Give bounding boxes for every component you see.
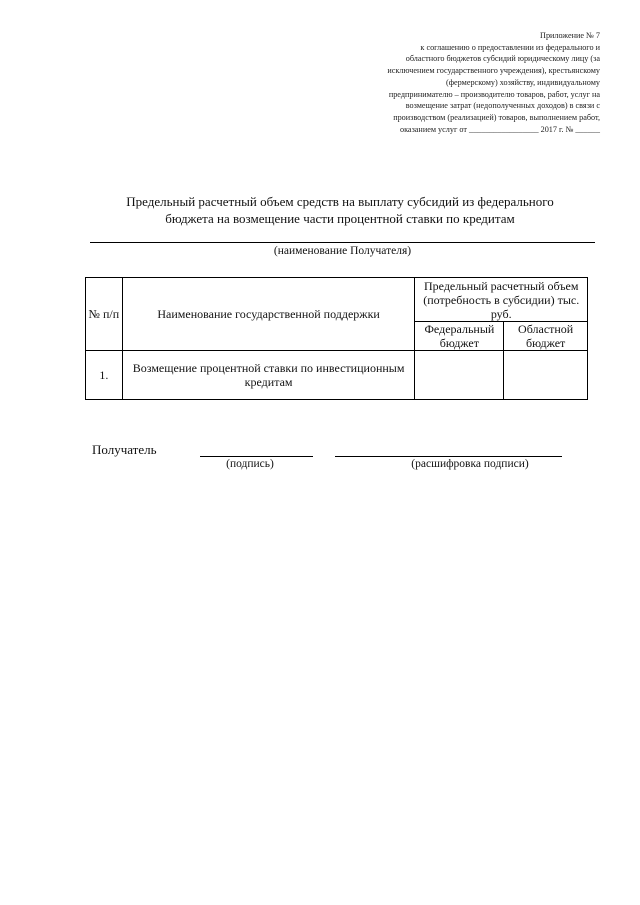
header-name: Наименование государственной поддержки bbox=[122, 278, 415, 351]
cell-num: 1. bbox=[86, 351, 123, 400]
appendix-line: оказанием услуг от _________________ 2017 г. № ______ bbox=[399, 124, 600, 134]
signature-decode-caption: (расшифровка подписи) bbox=[411, 458, 529, 470]
appendix-line: возмещение затрат (недополученных доходов) в связи с bbox=[405, 101, 600, 111]
appendix-line: к соглашению о предоставлении из федерального и bbox=[420, 42, 600, 52]
signature-caption: (подпись) bbox=[226, 458, 274, 470]
appendix-line: производством (реализацией) товаров, выполнением работ, bbox=[393, 112, 600, 122]
appendix-line: областного бюджетов субсидий юридическому лицу (за bbox=[405, 54, 600, 64]
appendix-line: (фермерскому) хозяйству, индивидуальному bbox=[446, 77, 600, 87]
appendix-line: Приложение № 7 bbox=[540, 31, 600, 40]
table-header-row bbox=[86, 278, 588, 322]
title-line-2: бюджета на возмещение части процентной ставки по кредитам bbox=[165, 211, 515, 226]
header-num: № п/п bbox=[86, 278, 123, 351]
header-federal: Федеральный бюджет bbox=[415, 322, 504, 351]
recipient-caption: (наименование Получателя) bbox=[273, 245, 412, 257]
cell-name: Возмещение процентной ставки по инвестиционным кредитам bbox=[122, 351, 415, 400]
appendix-header bbox=[320, 30, 600, 135]
signature-block bbox=[0, 442, 640, 482]
header-volume: Предельный расчетный объем (потребность в субсидии) тыс. руб. bbox=[415, 278, 588, 322]
signature-line bbox=[200, 456, 313, 457]
signature-label: Получатель bbox=[92, 442, 157, 457]
document-title bbox=[60, 193, 620, 227]
appendix-line: исключением государственного учреждения), крестьянскому bbox=[387, 66, 600, 76]
title-line-1: Предельный расчетный объем средств на выплату субсидий из федерального bbox=[126, 194, 554, 209]
support-table bbox=[85, 277, 588, 400]
table-row bbox=[86, 351, 588, 400]
header-regional: Областной бюджет bbox=[504, 322, 588, 351]
cell-regional bbox=[504, 351, 588, 400]
cell-federal bbox=[415, 351, 504, 400]
appendix-line: предпринимателю – производителю товаров, работ, услуг на bbox=[388, 89, 600, 99]
signature-decode-line bbox=[335, 456, 562, 457]
recipient-name-line bbox=[90, 242, 595, 243]
